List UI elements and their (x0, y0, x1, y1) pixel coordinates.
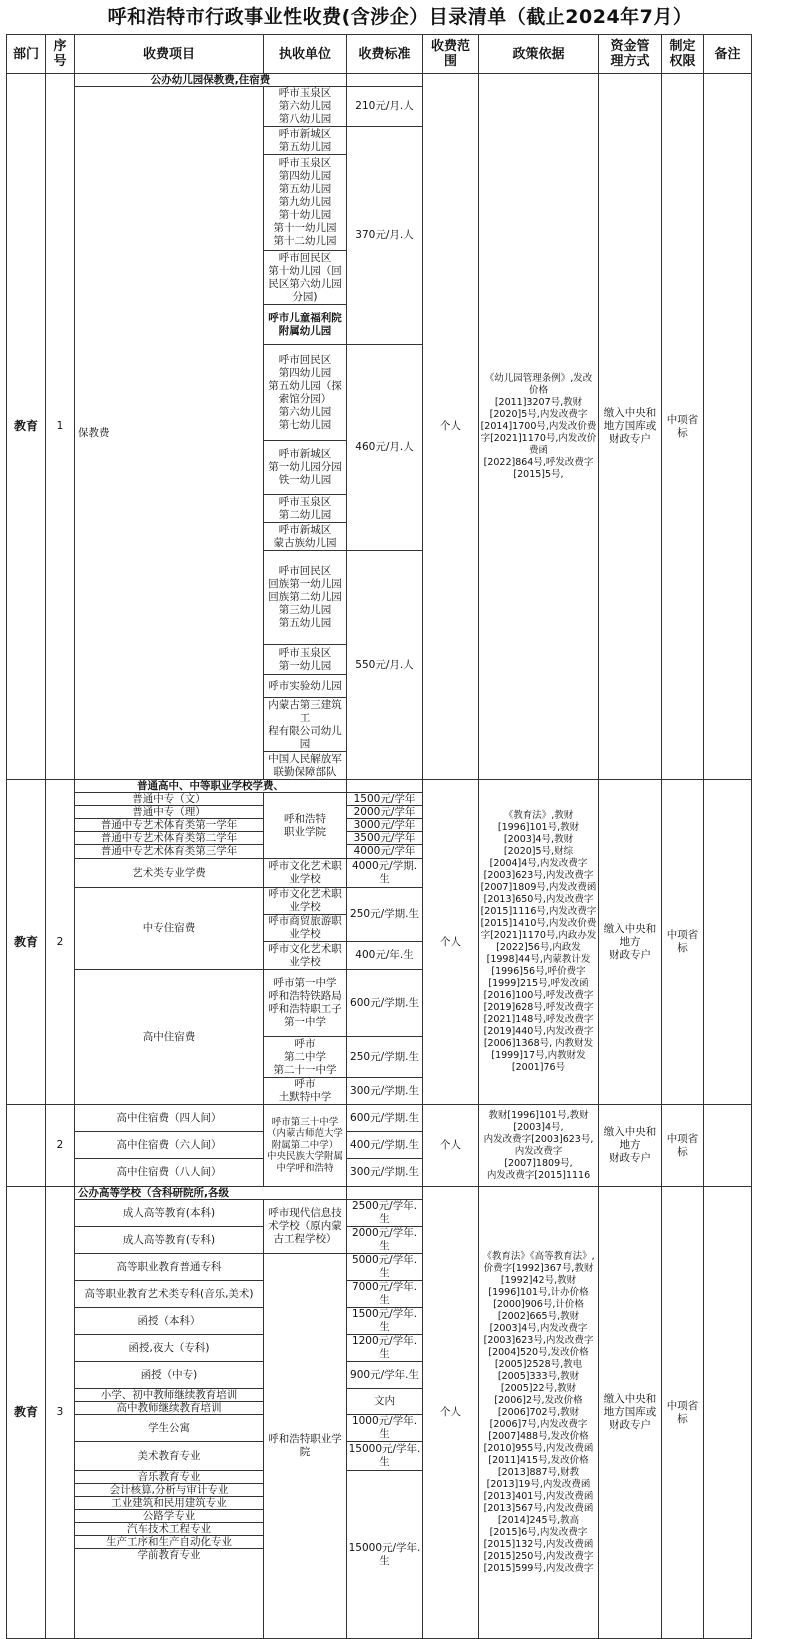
s1-unit: 呼市儿童福利院附属幼儿园 (263, 304, 347, 345)
header-std: 收费标准 (346, 34, 423, 74)
s4-row-std: 1000元/学年.生 (346, 1414, 423, 1442)
s1-auth: 中项省标 (661, 73, 704, 780)
s2-gz-std: 300元/学期.生 (346, 1077, 423, 1105)
s2-zz-std: 250元/学期.生 (346, 887, 423, 942)
s4-row-item: 工业建筑和民用建筑专业 (74, 1496, 264, 1510)
s3-policy: 教财[1996]101号,教财[2003]4号, 内发改费字[2003]623号, 内发改费字 [2007]1809号, 内发改费字[2015]1116 (478, 1104, 599, 1187)
s4-row-item: 成人高等教育(专科) (74, 1226, 264, 1254)
s4-wennei: 文内 (346, 1388, 423, 1415)
s2-zz-std: 400元/年.生 (346, 941, 423, 970)
s1-std: 550元/月.人 (346, 550, 423, 780)
s1-unit: 呼市玉泉区 第六幼儿园 第八幼儿园 (263, 86, 347, 127)
header-scope: 收费范 围 (422, 34, 479, 74)
s1-unit: 内蒙古第三建筑工 程有限公司幼儿园 (263, 697, 347, 752)
s2-zz-unit: 呼市文化艺术职业学校 (263, 887, 347, 915)
s2-row-item: 普通中专艺术体育类第三学年 (74, 844, 264, 859)
s4-fund: 缴入中央和 地方国库或 财政专户 (598, 1186, 662, 1639)
s4-row-item: 函授（中专) (74, 1361, 264, 1389)
s4-row-item: 小学、初中教师继续教育培训 (74, 1388, 264, 1402)
s1-unit: 呼市玉泉区 第一幼儿园 (263, 644, 347, 675)
s4-auth: 中项省 标 (661, 1186, 704, 1639)
s1-unit: 呼市新城区 第一幼儿园分园 铁一幼儿园 (263, 440, 347, 495)
s4-dept: 教育 (6, 1186, 46, 1639)
header-dept: 部门 (6, 34, 46, 74)
s2-row-std: 3000元/学年 (346, 818, 423, 832)
s1-item: 保教费 (74, 86, 264, 780)
s2-note (703, 779, 752, 1105)
s2-gz-unit: 呼市 第二中学 第二十一中学 (263, 1036, 347, 1078)
s1-dept: 教育 (6, 73, 46, 780)
s4-unit-a: 呼市现代信息技术学校（原内蒙古工程学校） (263, 1199, 347, 1254)
s4-row-item: 函授（本科） (74, 1307, 264, 1335)
s3-row-std: 300元/学期.生 (346, 1158, 423, 1187)
s2-row-item: 普通中专（文） (74, 792, 264, 806)
s4-row-item: 会计核算,分析与审计专业 (74, 1483, 264, 1497)
header-note: 备注 (703, 34, 752, 74)
s2-gz-unit: 呼市 土默特中学 (263, 1077, 347, 1105)
s4-row-std: 2500元/学年.生 (346, 1199, 423, 1227)
s3-unit: 呼市第三十中学（内蒙古师范大学附属第二中学） 中央民族大学附属中学呼和浩特 (263, 1104, 347, 1187)
s3-note (703, 1104, 752, 1187)
s4-scope: 个人 (422, 1186, 479, 1639)
header-auth: 制定 权限 (661, 34, 704, 74)
s2-dept: 教育 (6, 779, 46, 1105)
s1-unit: 呼市玉泉区 第二幼儿园 (263, 494, 347, 523)
s4-row-std: 900元/学年.生 (346, 1361, 423, 1389)
s3-row-item: 高中住宿费（六人间） (74, 1131, 264, 1159)
s1-scope: 个人 (422, 73, 479, 780)
s2-row-std: 4000元/学年 (346, 844, 423, 859)
s3-row-item: 高中住宿费（八人间） (74, 1158, 264, 1187)
s2-group-std (346, 779, 423, 793)
s1-std: 210元/月.人 (346, 86, 423, 127)
s4-unit-b: 呼和浩特职业学院 (263, 1253, 347, 1639)
s1-unit: 呼市新城区 第五幼儿园 (263, 126, 347, 155)
s4-no: 3 (45, 1186, 75, 1639)
s2-unit-a: 呼和浩特 职业学院 (263, 792, 347, 859)
s1-unit: 呼市玉泉区 第四幼儿园 第五幼儿园 第九幼儿园 第十幼儿园 第十一幼儿园 第十二幼儿园 (263, 154, 347, 251)
s4-row-item: 高等职业教育普通专科 (74, 1253, 264, 1281)
s4-row-item: 成人高等教育(本科) (74, 1199, 264, 1227)
header-item: 收费项目 (74, 34, 264, 74)
s2-gz-std: 600元/学期.生 (346, 969, 423, 1037)
s2-policy: 《教育法》,教财 [1996]101号,教财 [2003]4号,教财 [2020]5号,财综 [2004]4号,内发改费字[2003]623号,内发改费字[2007]1809号,内发改费函[2013]650号,内发改费字 [2015]1116号,内发改费字[2015]1410号,内发改价费字[2021]1170号,内政办发[2022]56号,内政发[1998]44号,内蒙教计发 [1996]56号,呼价费字[1999]215号,呼发改函[2016]100号,呼发改费字[2019]628号,呼发改费字[2021]148号,呼发改费字[2019]440号,内发改费字[2006]1368号, 内教财发[1999]17号,内教财发[2001]76号 (478, 779, 599, 1105)
s1-std: 460元/月.人 (346, 344, 423, 551)
s2-zz-unit: 呼市文化艺术职业学校 (263, 941, 347, 970)
s3-no: 2 (45, 1104, 75, 1187)
s2-row-std: 2000元/学年 (346, 805, 423, 819)
s4-row-item: 美术教育专业 (74, 1441, 264, 1471)
s2-art-unit: 呼市文化艺术职业学校 (263, 858, 347, 888)
s1-no: 1 (45, 73, 75, 780)
s2-row-item: 普通中专（理） (74, 805, 264, 819)
s2-no: 2 (45, 779, 75, 1105)
s1-std: 370元/月.人 (346, 126, 423, 345)
s2-row-item: 普通中专艺术体育类第二学年 (74, 831, 264, 845)
s4-row-std: 15000元/学年.生 (346, 1441, 423, 1471)
page-title: 呼和浩特市行政事业性收费(含涉企）目录清单（截止2024年7月） (107, 6, 693, 28)
s3-row-std: 600元/学期.生 (346, 1104, 423, 1132)
s4-row-item: 公路学专业 (74, 1509, 264, 1523)
s1-group: 公办幼儿园保教费,住宿费 (74, 73, 347, 87)
s4-group: 公办高等学校（含科研院所,各级 (74, 1186, 347, 1200)
s3-fund: 缴入中央和 地方 财政专户 (598, 1104, 662, 1187)
s4-row-item: 高等职业教育艺术类专科(音乐,美术) (74, 1280, 264, 1308)
s1-unit: 呼市回民区 第十幼儿园（回民区第六幼儿园分园) (263, 250, 347, 305)
s4-row-item: 学前教育专业 (74, 1548, 264, 1639)
s1-fund: 缴入中央和地方国库或财政专户 (598, 73, 662, 780)
s1-unit: 中国人民解放军 联勤保障部队 (263, 751, 347, 780)
header-unit: 执收单位 (263, 34, 347, 74)
s2-art-std: 4000元/学期.生 (346, 858, 423, 888)
s2-fund: 缴入中央和 地方 财政专户 (598, 779, 662, 1105)
s4-group-std (346, 1186, 423, 1200)
s3-auth: 中项省 标 (661, 1104, 704, 1187)
s2-row-std: 1500元/学年 (346, 792, 423, 806)
s1-unit: 呼市新城区 蒙古族幼儿园 (263, 522, 347, 551)
s2-art-item: 艺术类专业学费 (74, 858, 264, 888)
s4-row-std: 5000元/学年.生 (346, 1253, 423, 1281)
s2-row-std: 3500元/学年 (346, 831, 423, 845)
s1-group-std (346, 73, 423, 87)
s3-scope: 个人 (422, 1104, 479, 1187)
header-fund: 资金管 理方式 (598, 34, 662, 74)
header-no: 序 号 (45, 34, 75, 74)
s4-row-item: 音乐教育专业 (74, 1470, 264, 1484)
s2-zz-item: 中专住宿费 (74, 887, 264, 970)
s4-note (703, 1186, 752, 1639)
s2-auth: 中项省 标 (661, 779, 704, 1105)
s3-row-item: 高中住宿费（四人间） (74, 1104, 264, 1132)
s4-row-item: 汽车技术工程专业 (74, 1522, 264, 1536)
s4-row-std: 7000元/学年.生 (346, 1280, 423, 1308)
s4-row-std: 1500元/学年.生 (346, 1307, 423, 1335)
s4-row-item: 高中教师继续教育培训 (74, 1401, 264, 1415)
s1-unit: 呼市实验幼儿园 (263, 674, 347, 698)
s1-policy: 《幼儿园管理条例》,发改价格 [2011]3207号,教财 [2020]5号,内发改费字[2014]1700号,内发改价费字[2021]1170号,内发改价费函 [2022]864号,呼发改费字[2015]5号, (478, 73, 599, 780)
s4-policy: 《教育法》《高等教育法》,价费字[1992]367号,教财[1992]42号,教财[1996]101号,计办价格[2000]906号,计价格[2002]665号,教财 [2003]4号,内发改费字[2003]623号,内发改费字[2004]520号,发改价格[2005]2528号,教电 [2005]333号,教财 [2005]22号,教财 [2006]2号,发改价格[2006]702号,教财 [2006]7号,内发改费字[2007]488号,发改价格[2010]955号,内发改费函[2011]415号,发改价格[2013]887号,财教 [2013]19号,内发改费函[2013]401号,内发改费函[2013]567号,内发改费函[2014]245号,教高[2015]6号,内发改费字[2015]132号,内发改费函[2015]250号,内发改费字[2015]599号,内发改费字 (478, 1186, 599, 1639)
s2-row-item: 普通中专艺术体育类第一学年 (74, 818, 264, 832)
s1-note (703, 73, 752, 780)
s2-group: 普通高中、中等职业学校学费、 (74, 779, 347, 793)
s4-big-std: 15000元/学年.生 (346, 1470, 423, 1639)
s2-scope: 个人 (422, 779, 479, 1105)
s2-gz-unit: 呼市第一中学 呼和浩特铁路局 呼和浩特职工子 第一中学 (263, 969, 347, 1037)
s3-row-std: 400元/学期.生 (346, 1131, 423, 1159)
s4-row-std: 2000元/学年.生 (346, 1226, 423, 1254)
s4-row-std: 1200元/学年.生 (346, 1334, 423, 1362)
s1-unit: 呼市回民区 回族第一幼儿园 回族第二幼儿园 第三幼儿园 第五幼儿园 (263, 550, 347, 645)
s1-unit: 呼市回民区 第四幼儿园 第五幼儿园（探索馆分园） 第六幼儿园 第七幼儿园 (263, 344, 347, 441)
s2-gz-item: 高中住宿费 (74, 969, 264, 1105)
s3-dept (6, 1104, 46, 1187)
s2-gz-std: 250元/学期.生 (346, 1036, 423, 1078)
s2-zz-unit: 呼市商贸旅游职业学校 (263, 914, 347, 942)
header-policy: 政策依据 (478, 34, 599, 74)
s4-row-item: 函授,夜大（专科) (74, 1334, 264, 1362)
s4-row-item: 生产工序和生产自动化专业 (74, 1535, 264, 1549)
s4-row-item: 学生公寓 (74, 1414, 264, 1442)
